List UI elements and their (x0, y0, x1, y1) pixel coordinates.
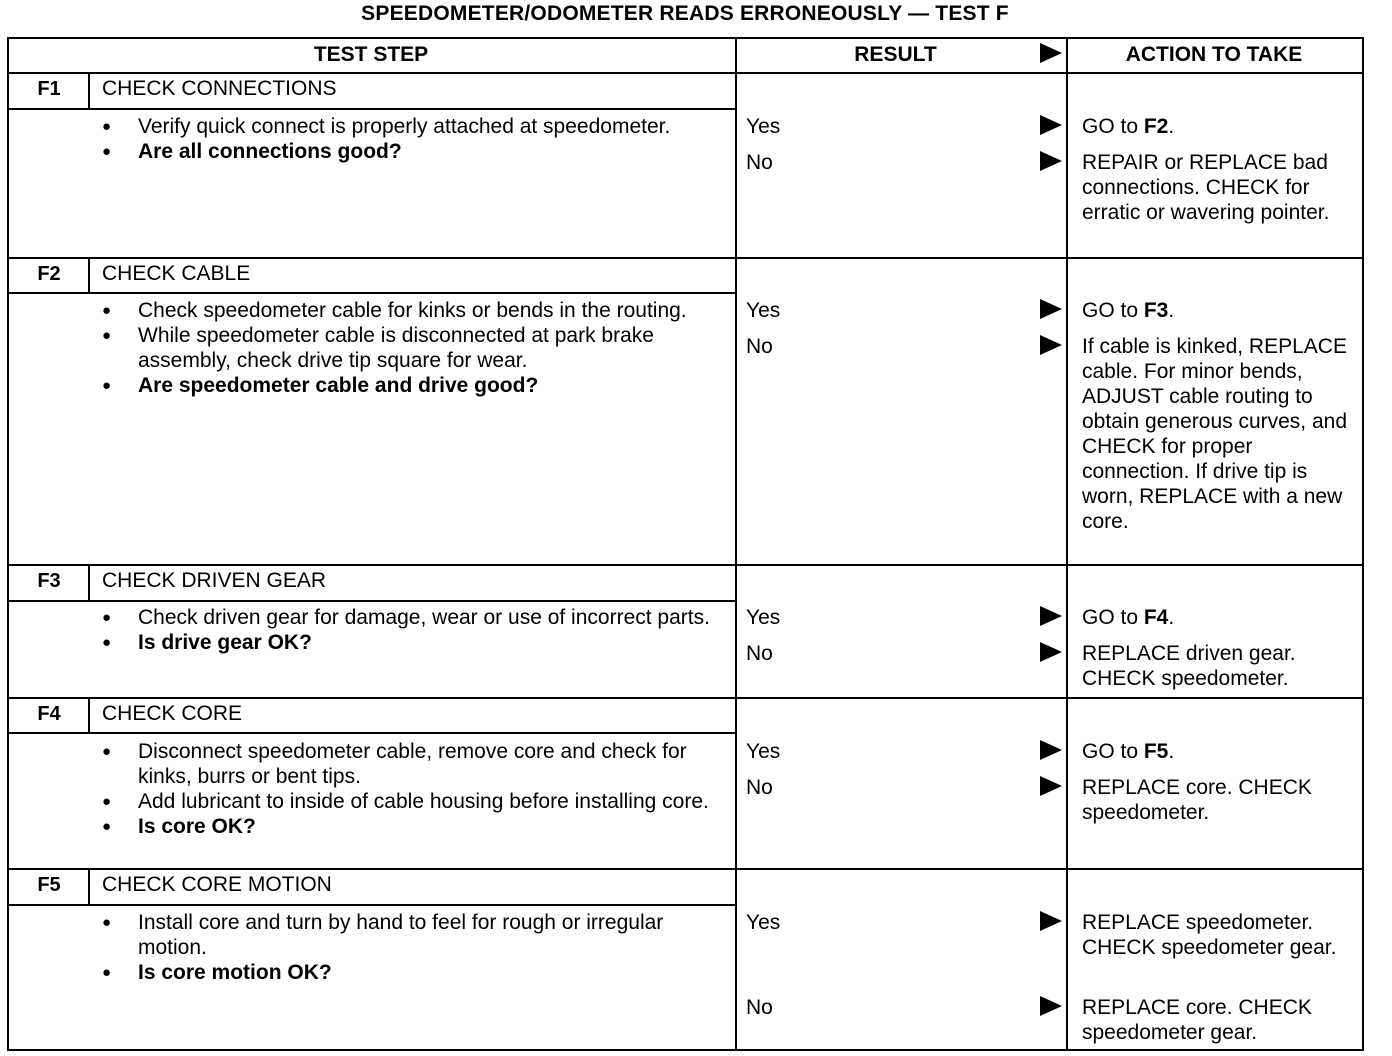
step-id: F1 (37, 78, 61, 100)
action-text: GO to F4. (1082, 606, 1175, 629)
step-bullet-list (100, 910, 710, 985)
step-title-underline (7, 292, 735, 294)
step-title: CHECK CORE MOTION (102, 873, 332, 896)
action-step-reference: F4 (1143, 606, 1169, 629)
step-title-underline (7, 108, 735, 110)
header-action-to-take: ACTION TO TAKE (1125, 43, 1303, 66)
action-step-reference: F5 (1143, 740, 1169, 763)
result-yes: Yes (746, 740, 781, 763)
step-title-underline (7, 732, 735, 734)
action-text: REPLACE speedometer. CHECK speedometer gear. (1082, 911, 1337, 959)
page-title: SPEEDOMETER/ODOMETER READS ERRONEOUSLY — TEST F (361, 2, 1009, 25)
result-arrow-icon (1040, 740, 1062, 760)
action-step-reference: F2 (1143, 115, 1169, 138)
column-divider-result (735, 37, 737, 1051)
step-id: F5 (37, 874, 61, 896)
header-arrow-icon (1040, 43, 1062, 63)
result-no: No (746, 642, 773, 665)
result-arrow-icon (1040, 996, 1062, 1016)
result-yes: Yes (746, 299, 781, 322)
step-instruction: ● Check speedometer cable for kinks or bends in the routing. (100, 298, 710, 323)
header-test-step: TEST STEP (313, 43, 429, 66)
step-question: ● Is core motion OK? (100, 960, 710, 985)
step-question: ● Is core OK? (100, 814, 710, 839)
action-step-reference: F3 (1143, 299, 1169, 322)
step-bullet-list (100, 114, 710, 164)
result-yes: Yes (746, 606, 781, 629)
step-title: CHECK CABLE (102, 262, 251, 285)
result-no: No (746, 776, 773, 799)
step-title: CHECK CONNECTIONS (102, 77, 337, 100)
result-yes: Yes (746, 115, 781, 138)
action-text: If cable is kinked, REPLACE cable. For minor bends, ADJUST cable routing to obtain generous curves, and CHECK for proper connection. If drive tip is worn, REPLACE with a new core. (1082, 335, 1348, 533)
step-title-underline (7, 600, 735, 602)
action-text: REPLACE core. CHECK speedometer. (1082, 776, 1312, 824)
action-text: GO to F3. (1082, 299, 1175, 322)
table-border-right (1362, 37, 1364, 1051)
step-bullet-list (100, 298, 710, 398)
step-question: ● Is drive gear OK? (100, 630, 710, 655)
action-text: REPAIR or REPLACE bad connections. CHECK for erratic or wavering pointer. (1082, 151, 1330, 224)
result-arrow-icon (1040, 606, 1062, 626)
step-instruction: ● Install core and turn by hand to feel for rough or irregular motion. (100, 910, 710, 960)
table-border-bottom (7, 1049, 1364, 1051)
result-arrow-icon (1040, 776, 1062, 796)
step-title: CHECK CORE (102, 702, 243, 725)
column-divider-action (1066, 37, 1068, 1051)
action-text: GO to F5. (1082, 740, 1175, 763)
header-result: RESULT (854, 43, 937, 66)
action-text: GO to F2. (1082, 115, 1175, 138)
result-arrow-icon (1040, 151, 1062, 171)
result-arrow-icon (1040, 299, 1062, 319)
action-text: REPLACE core. CHECK speedometer gear. (1082, 996, 1312, 1044)
step-question: ● Are speedometer cable and drive good? (100, 373, 710, 398)
step-question: ● Are all connections good? (100, 139, 710, 164)
step-title: CHECK DRIVEN GEAR (102, 569, 327, 592)
result-no: No (746, 151, 773, 174)
step-instruction: ● Verify quick connect is properly attached at speedometer. (100, 114, 710, 139)
step-id: F3 (37, 570, 61, 592)
step-bullet-list (100, 605, 710, 655)
step-id: F4 (37, 703, 61, 725)
step-instruction: ● While speedometer cable is disconnected at park brake assembly, check drive tip square for wear. (100, 323, 710, 373)
result-yes: Yes (746, 911, 781, 934)
action-text: REPLACE driven gear. CHECK speedometer. (1082, 642, 1296, 690)
result-arrow-icon (1040, 642, 1062, 662)
result-arrow-icon (1040, 911, 1062, 931)
result-arrow-icon (1040, 115, 1062, 135)
result-arrow-icon (1040, 335, 1062, 355)
result-no: No (746, 335, 773, 358)
step-bullet-list (100, 739, 710, 839)
step-title-underline (7, 904, 735, 906)
step-id: F2 (37, 263, 61, 285)
step-instruction: ● Disconnect speedometer cable, remove core and check for kinks, burrs or bent tips. (100, 739, 710, 789)
step-instruction: ● Add lubricant to inside of cable housing before installing core. (100, 789, 710, 814)
result-no: No (746, 996, 773, 1019)
step-instruction: ● Check driven gear for damage, wear or use of incorrect parts. (100, 605, 710, 630)
